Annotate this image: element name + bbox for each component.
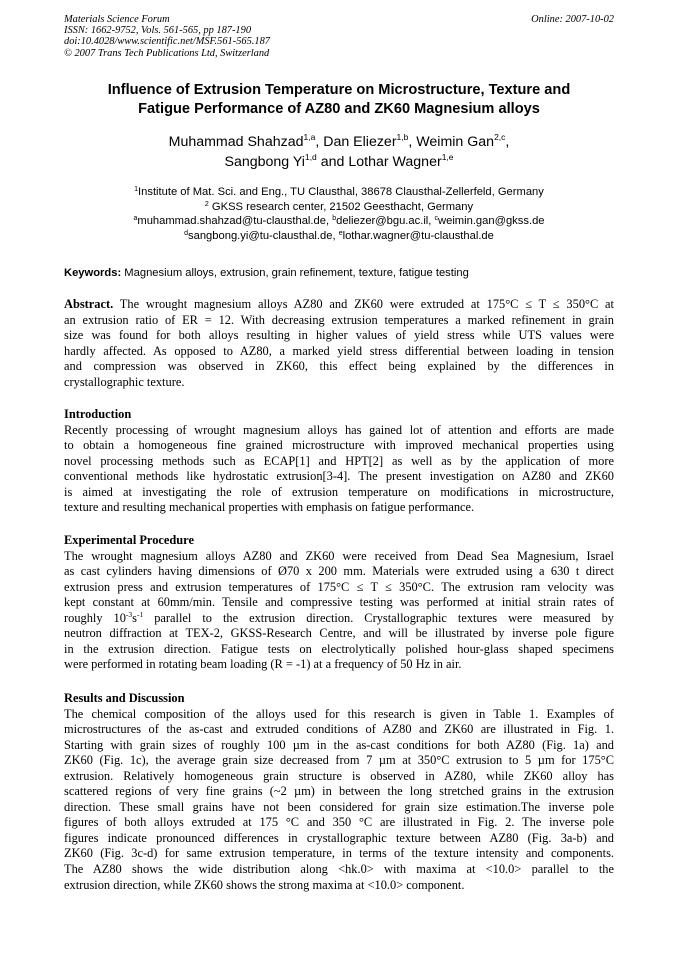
email-mark: d xyxy=(184,230,189,238)
title-line-1: Influence of Extrusion Temperature on Microstructure, Texture and xyxy=(107,82,571,98)
body-line: in the extrusion direction. Fatigue tests on electrolytically polished hour-glass shaped specimens xyxy=(64,641,614,656)
affiliation-text: GKSS research center, 21502 Geesthacht, Germany xyxy=(208,200,474,213)
author-affiliation-mark: 1,e xyxy=(441,152,454,162)
author-name: Weimin Gan xyxy=(416,134,495,150)
email-address[interactable]: muhammad.shahzad@tu-clausthal.de, xyxy=(137,215,333,228)
author-affiliation-mark: 1,a xyxy=(303,132,316,142)
email-mark: a xyxy=(133,215,138,223)
author-name: Muhammad Shahzad xyxy=(168,134,304,150)
author-affiliation-mark: 1,b xyxy=(396,132,409,142)
body-text-run: s xyxy=(132,610,137,625)
author-separator: and xyxy=(316,154,349,170)
body-line: extrusion. Relatively homogeneous grain structure is observed in AZ80, while ZK60 alloy has xyxy=(64,768,614,783)
exponent: -1 xyxy=(137,609,144,619)
email-address[interactable]: deliezer@bgu.ac.il, xyxy=(336,215,435,228)
author-line-1 xyxy=(64,132,614,152)
affiliation-1 xyxy=(64,185,614,200)
body-line: is aimed at investigating the role of extrusion temperature on modifications in microstructure, xyxy=(64,484,614,499)
section-heading: Introduction xyxy=(64,407,132,421)
body-line: as cast cylinders having dimensions of Ø70 x 200 mm. Materials were extruded using a 630 t direct xyxy=(64,564,614,579)
abstract-line: and compression was observed in ZK60, this effect being explained by the differences in xyxy=(64,359,614,374)
email-address[interactable]: weimin.gan@gkss.de xyxy=(438,215,545,228)
section-heading: Experimental Procedure xyxy=(64,533,194,547)
author-separator: , xyxy=(505,134,510,150)
body-line xyxy=(64,611,614,627)
body-line: ZK60 (Fig. 1c), the average grain size decreased from 7 µm at 350°C extrusion to 5 µm for 175°C xyxy=(64,753,614,768)
section-heading: Results and Discussion xyxy=(64,691,185,705)
abstract-text: The wrought magnesium alloys AZ80 and ZK60 were extruded at 175°C ≤ T ≤ 350°C at xyxy=(113,297,614,311)
email-mark: b xyxy=(332,215,337,223)
abstract-line: hardly affected. As opposed to AZ80, a marked yield stress differential between loading in tension xyxy=(64,343,614,358)
author-affiliation-mark: 2,c xyxy=(494,132,506,142)
author-list xyxy=(64,132,614,172)
abstract-line xyxy=(64,297,614,313)
issn-line: ISSN: 1662-9752, Vols. 561-565, pp 187-190 xyxy=(64,25,252,37)
body-text-run: parallel to the extrusion direction. Crystallographic textures were measured by xyxy=(143,610,614,625)
keywords-text: Magnesium alloys, extrusion, grain refinement, texture, fatigue testing xyxy=(121,267,469,279)
exponent: -3 xyxy=(125,609,133,619)
author-separator: , xyxy=(408,134,417,150)
body-line: direction. These small grains have not been considered for grain size estimation.The inverse pole xyxy=(64,799,614,814)
body-line: extrusion press and extrusion temperatures of 175°C ≤ T ≤ 350°C. The extrusion ram velocity was xyxy=(64,579,614,594)
abstract xyxy=(64,297,614,390)
affiliation-mark: 2 xyxy=(204,200,209,208)
online-date: Online: 2007-10-02 xyxy=(531,14,614,25)
keywords xyxy=(64,266,614,280)
copyright-line: © 2007 Trans Tech Publications Ltd, Switzerland xyxy=(64,47,270,59)
body-line: The wrought magnesium alloys AZ80 and ZK60 were received from Dead Sea Magnesium, Israel xyxy=(64,548,614,563)
abstract-line: size was found for both alloys resulting in higher values of yield stress while UTS values were xyxy=(64,328,614,343)
keywords-label: Keywords: xyxy=(64,267,122,279)
journal-header xyxy=(64,14,270,59)
body-line: The AZ80 shows the wide distribution along <hk.0> with maxima at <10.0> parallel to the xyxy=(64,862,614,877)
body-line: figures indicate pronounced differences in crystallographic texture between AZ80 (Fig. 3a-b) and xyxy=(64,830,614,845)
body-line: texture and resulting mechanical properties with emphasis on fatigue performance. xyxy=(64,500,475,515)
body-line: neutron diffraction at TEX-2, GKSS-Research Centre, and will be illustrated by inverse pole figure xyxy=(64,626,614,641)
body-line: microstructures of the as-cast and extruded conditions of AZ80 and ZK60 are illustrated in Fig. 1. xyxy=(64,722,614,737)
author-name: Dan Eliezer xyxy=(323,134,397,150)
body-text-run: roughly 10 xyxy=(64,610,126,625)
body-line: scattered regions of very fine grains (~2 µm) in between the long stretched grains in the extrusion xyxy=(64,784,614,799)
doi-line: doi:10.4028/www.scientific.net/MSF.561-565.187 xyxy=(64,36,270,48)
affiliations xyxy=(64,185,614,244)
body-line: were performed in rotating beam loading (R = -1) at a frequency of 50 Hz in air. xyxy=(64,657,462,672)
body-line: to obtain a homogeneous fine grained microstructure with improved mechanical properties using xyxy=(64,438,614,453)
email-mark: c xyxy=(434,215,439,223)
journal-name: Materials Science Forum xyxy=(64,14,170,25)
abstract-line: crystallographic texture. xyxy=(64,374,185,389)
title-line-2: Fatigue Performance of AZ80 and ZK60 Magnesium alloys xyxy=(138,101,540,117)
author-line-2 xyxy=(64,152,614,172)
author-separator: , xyxy=(315,134,324,150)
author-affiliation-mark: 1,d xyxy=(304,152,317,162)
email-address[interactable]: sangbong.yi@tu-clausthal.de, xyxy=(188,230,339,243)
affiliation-2 xyxy=(64,200,614,215)
experimental-section xyxy=(64,533,614,673)
body-line: The chemical composition of the alloys used for this research is given in Table 1. Examples of xyxy=(64,706,614,721)
body-line: kept constant at 60mm/min. Tensile and compressive testing was performed at initial strain rates of xyxy=(64,595,614,610)
body-line: conventional methods like hydrostatic extrusion[3-4]. The present investigation on AZ80 and ZK60 xyxy=(64,469,614,484)
email-line-1 xyxy=(64,214,614,229)
paper-title xyxy=(64,81,614,119)
body-line: figures of both alloys extruded at 175 °C and 350 °C are illustrated in Fig. 2. The inverse pole xyxy=(64,815,614,830)
body-line: Recently processing of wrought magnesium alloys has gained lot of attention and efforts are made xyxy=(64,422,614,437)
email-mark: e xyxy=(338,230,343,238)
author-name: Sangbong Yi xyxy=(224,154,305,170)
body-line: Starting with grain sizes of roughly 100 µm in the as-cast conditions for both AZ80 (Fig. 1a) and xyxy=(64,737,614,752)
email-address[interactable]: lothar.wagner@tu-clausthal.de xyxy=(342,230,494,243)
introduction-section xyxy=(64,407,614,516)
abstract-line: an extrusion ratio of ER = 12. With decreasing extrusion temperatures a marked refinement in grain xyxy=(64,312,614,327)
body-line: extrusion direction, while ZK60 shows the strong maxima at <10.0> component. xyxy=(64,877,465,892)
abstract-label: Abstract. xyxy=(64,297,114,311)
affiliation-mark: 1 xyxy=(134,186,139,193)
body-line: ZK60 (Fig. 3c-d) for same extrusion temperature, in terms of the texture intensity and components. xyxy=(64,846,614,861)
results-section xyxy=(64,691,614,893)
body-line: novel processing methods such as ECAP[1] and HPT[2] as well as by the application of more xyxy=(64,453,614,468)
author-name: Lothar Wagner xyxy=(348,154,442,170)
email-line-2 xyxy=(64,229,614,244)
affiliation-text: Institute of Mat. Sci. and Eng., TU Clausthal, 38678 Clausthal-Zellerfeld, Germany xyxy=(138,186,544,198)
